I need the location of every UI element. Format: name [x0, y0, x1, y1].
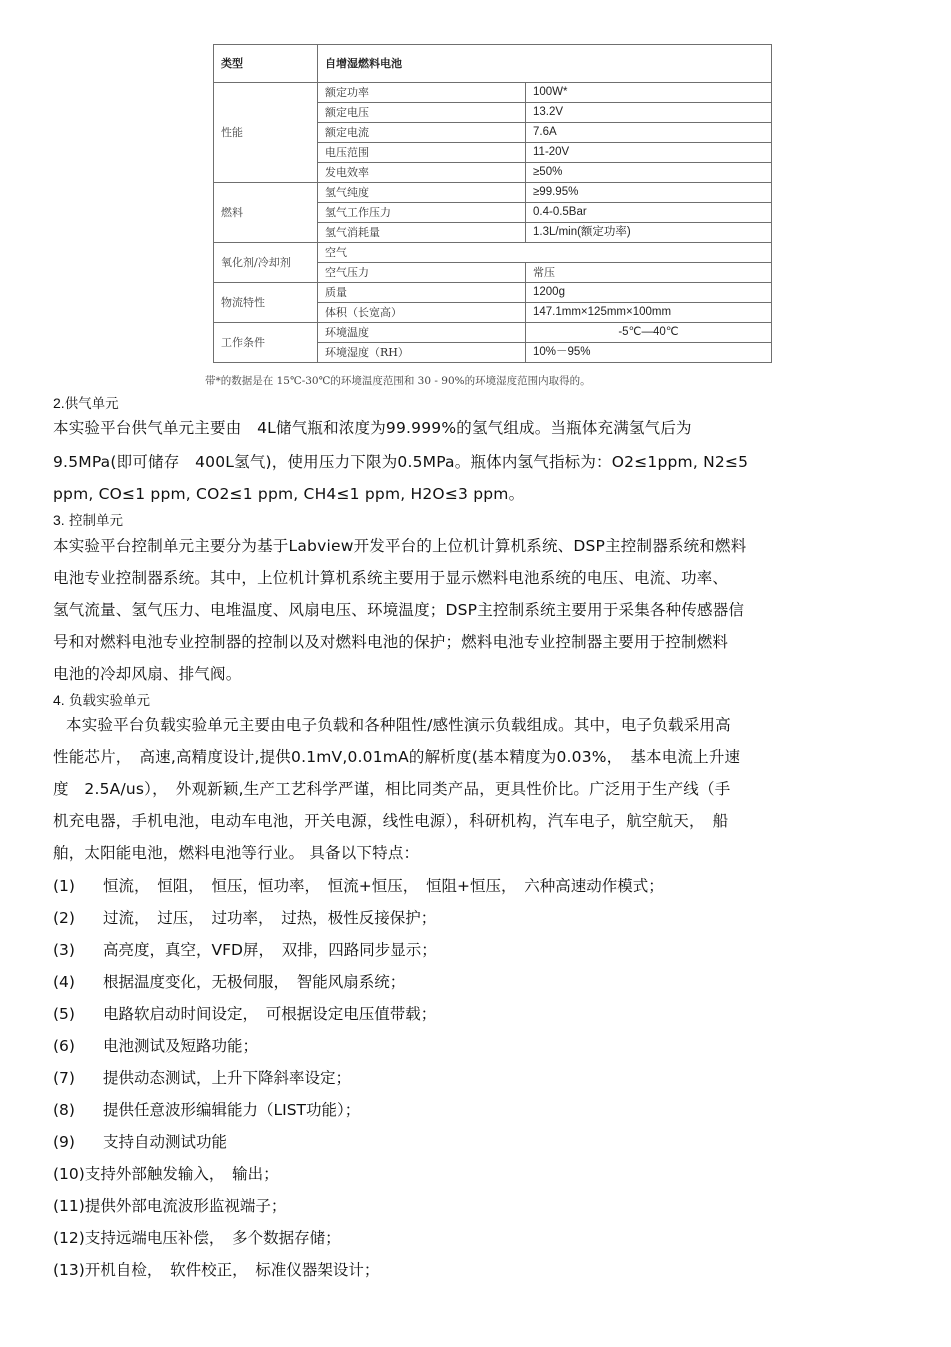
- table-param: 环境湿度（RH）: [318, 343, 526, 363]
- list-item: (1) 恒流， 恒阻， 恒压，恒功率， 恒流+恒压， 恒阻+恒压， 六种高速动作模式；: [53, 877, 664, 895]
- table-param: 额定电流: [318, 123, 526, 143]
- section-number: 3.: [53, 512, 65, 528]
- list-item: (6) 电池测试及短路功能；: [53, 1037, 259, 1055]
- table-value: 1.3L/min(额定功率): [526, 223, 772, 243]
- table-param: 氢气工作压力: [318, 203, 526, 223]
- table-value: 147.1mm×125mm×100mm: [526, 303, 772, 323]
- paragraph-line: ppm, CO≤1 ppm, CO2≤1 ppm, CH4≤1 ppm, H2O≤3 ppm。: [53, 485, 525, 503]
- table-param: 氢气消耗量: [318, 223, 526, 243]
- list-item: (2) 过流， 过压， 过功率， 过热，极性反接保护；: [53, 909, 437, 927]
- table-param: 质量: [318, 283, 526, 303]
- section-heading-gas: [53, 392, 119, 412]
- table-param: 空气: [318, 243, 772, 263]
- section-heading-control: [53, 509, 123, 529]
- table-param: 体积（长宽高）: [318, 303, 526, 323]
- table-footnote: 带*的数据是在 15℃-30℃的环境温度范围和 30 - 90%的环境湿度范围内取得的。: [205, 375, 591, 387]
- section-title: 负载实验单元: [64, 693, 150, 709]
- paragraph-line: 性能芯片， 高速,高精度设计,提供0.1mV,0.01mA的解析度(基本精度为0.03%， 基本电流上升速: [53, 748, 741, 766]
- table-param: 电压范围: [318, 143, 526, 163]
- table-category: 性能: [214, 83, 318, 183]
- table-value: 10%－95%: [526, 343, 772, 363]
- paragraph-line: 9.5MPa(即可储存 400L氢气)，使用压力下限为0.5MPa。瓶体内氢气指标为：O2≤1ppm, N2≤5: [53, 453, 749, 471]
- section-number: 4.: [53, 692, 65, 708]
- table-value: ≥99.95%: [526, 183, 772, 203]
- table-value: 11-20V: [526, 143, 772, 163]
- section-title: 控制单元: [64, 513, 123, 529]
- paragraph-line: 本实验平台供气单元主要由 4L储气瓶和浓度为99.999%的氢气组成。当瓶体充满氢气后为: [53, 419, 692, 437]
- paragraph-line: 机充电器，手机电池，电动车电池，开关电源，线性电源），科研机构，汽车电子，航空航天， 船: [53, 812, 729, 830]
- section-number: 2.: [53, 395, 65, 411]
- table-header-row: [214, 45, 772, 83]
- paragraph-line: 度 2.5A/us）， 外观新颖,生产工艺科学严谨，相比同类产品，更具性价比。广泛用于生产线（手: [53, 780, 731, 798]
- table-row: [214, 183, 772, 203]
- list-item: (12)支持远端电压补偿， 多个数据存储；: [53, 1229, 341, 1247]
- list-item: (13)开机自检， 软件校正， 标准仪器架设计；: [53, 1261, 380, 1279]
- table-row: [214, 323, 772, 343]
- list-item: (5) 电路软启动时间设定， 可根据设定电压值带载；: [53, 1005, 437, 1023]
- table-category: 物流特性: [214, 283, 318, 323]
- paragraph-line: 本实验平台控制单元主要分为基于Labview开发平台的上位机计算机系统、DSP主控制器系统和燃料: [53, 537, 747, 555]
- list-item: (7) 提供动态测试，上升下降斜率设定；: [53, 1069, 352, 1087]
- table-param: 氢气纯度: [318, 183, 526, 203]
- paragraph-line: 本实验平台负载实验单元主要由电子负载和各种阻性/感性演示负载组成。其中，电子负载采用高: [66, 716, 731, 734]
- table-header-type: 类型: [214, 45, 318, 83]
- table-row: [214, 283, 772, 303]
- table-category: 燃料: [214, 183, 318, 243]
- table-value: 7.6A: [526, 123, 772, 143]
- table-value: 0.4-0.5Bar: [526, 203, 772, 223]
- list-item: (8) 提供任意波形编辑能力（LIST功能）；: [53, 1101, 361, 1119]
- section-heading-load: [53, 689, 150, 709]
- list-item: (4) 根据温度变化，无极伺服， 智能风扇系统；: [53, 973, 406, 991]
- table-value: 常压: [526, 263, 772, 283]
- table-row: [214, 243, 772, 263]
- table-category: 氧化剂/冷却剂: [214, 243, 318, 283]
- list-item: (10)支持外部触发输入， 输出；: [53, 1165, 279, 1183]
- table-param: 发电效率: [318, 163, 526, 183]
- table-param: 额定电压: [318, 103, 526, 123]
- paragraph-line: 舶，太阳能电池，燃料电池等行业。 具备以下特点：: [53, 844, 420, 862]
- list-item: (9) 支持自动测试功能: [53, 1133, 228, 1151]
- table-param: 环境温度: [318, 323, 526, 343]
- table-value: 100W*: [526, 83, 772, 103]
- spec-table: [213, 44, 772, 363]
- table-category: 工作条件: [214, 323, 318, 363]
- paragraph-line: 电池专业控制器系统。其中，上位机计算机系统主要用于显示燃料电池系统的电压、电流、功率、: [53, 569, 729, 587]
- list-item: (11)提供外部电流波形监视端子；: [53, 1197, 287, 1215]
- table-row: [214, 83, 772, 103]
- list-item: (3) 高亮度，真空，VFD屏， 双排，四路同步显示；: [53, 941, 437, 959]
- table-header-product: 自增湿燃料电池: [318, 45, 772, 83]
- table-value: 1200g: [526, 283, 772, 303]
- table-param: 额定功率: [318, 83, 526, 103]
- table-param: 空气压力: [318, 263, 526, 283]
- paragraph-line: 号和对燃料电池专业控制器的控制以及对燃料电池的保护；燃料电池专业控制器主要用于控制燃料: [53, 633, 729, 651]
- paragraph-line: 氢气流量、氢气压力、电堆温度、风扇电压、环境温度；DSP主控制系统主要用于采集各种传感器信: [53, 601, 745, 619]
- table-value: 13.2V: [526, 103, 772, 123]
- table-value: ≥50%: [526, 163, 772, 183]
- section-title: 供气单元: [64, 396, 119, 412]
- paragraph-line: 电池的冷却风扇、排气阀。: [53, 665, 242, 683]
- table-value: -5℃—40℃: [526, 323, 772, 343]
